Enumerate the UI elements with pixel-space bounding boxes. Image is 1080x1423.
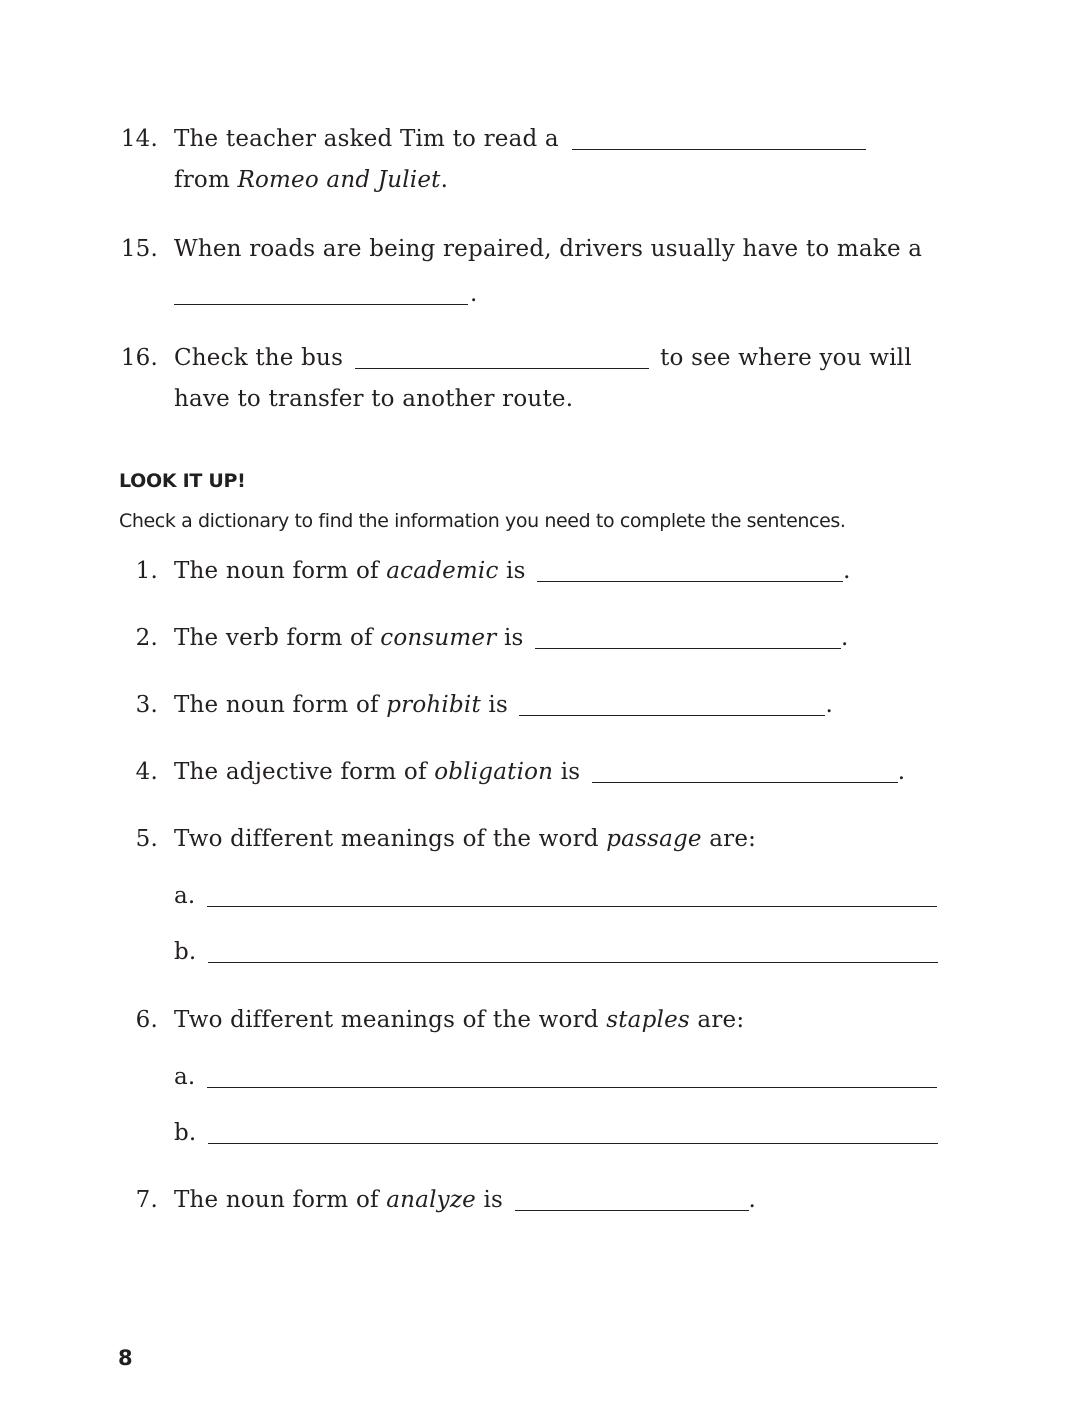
item-3-number: 3. [135,692,158,718]
item-3-text: The noun form of prohibit is . [174,692,833,718]
item-2-text: The verb form of consumer is . [174,625,849,651]
item-3-word: prohibit [386,692,481,718]
q14-line2: from Romeo and Juliet. [174,167,449,193]
q16-answer-blank[interactable] [355,367,649,369]
item-4-word: obligation [434,759,554,785]
item-6-number: 6. [135,1007,158,1033]
item-6a-answer-blank[interactable] [207,1086,937,1088]
page-number: 8 [118,1346,133,1370]
q14-number: 14. [120,126,158,152]
item-1-word: academic [386,558,499,584]
item-2-answer-blank[interactable] [535,647,841,649]
item-4-text: The adjective form of obligation is . [174,759,906,785]
item-7-answer-blank[interactable] [515,1209,749,1211]
item-6b: b. [174,1120,938,1146]
q16-line2: have to transfer to another route. [174,386,574,412]
q16-number: 16. [120,345,158,371]
item-5b: b. [174,939,938,965]
item-5-text: Two different meanings of the word passage are: [174,826,757,852]
item-3-answer-blank[interactable] [519,714,825,716]
item-7-text: The noun form of analyze is . [174,1187,757,1213]
section-instructions: Check a dictionary to find the information you need to complete the sentences. [119,510,846,532]
item-5-number: 5. [135,826,158,852]
item-5-word: passage [606,826,702,852]
q14-line1 [174,126,866,152]
item-5a-answer-blank[interactable] [207,905,937,907]
item-6b-answer-blank[interactable] [208,1142,938,1144]
item-2-word: consumer [380,625,497,651]
q15-number: 15. [120,236,158,262]
q15-answer-blank[interactable] [174,303,468,305]
q15-line1: When roads are being repaired, drivers usually have to make a [174,236,923,262]
q14-title: Romeo and Juliet [237,167,441,193]
section-heading: LOOK IT UP! [119,470,246,492]
item-2-number: 2. [135,625,158,651]
item-6-word: staples [606,1007,690,1033]
item-4-number: 4. [135,759,158,785]
q16-line1: Check the bus to see where you will [174,345,912,371]
item-1-text: The noun form of academic is . [174,558,851,584]
item-6-text: Two different meanings of the word staples are: [174,1007,745,1033]
item-4-answer-blank[interactable] [592,781,898,783]
item-5a: a. [174,883,937,909]
item-1-number: 1. [135,558,158,584]
item-7-number: 7. [135,1187,158,1213]
q14-answer-blank[interactable] [572,148,866,150]
item-7-word: analyze [386,1187,476,1213]
item-6a: a. [174,1064,937,1090]
item-5b-answer-blank[interactable] [208,961,938,963]
item-1-answer-blank[interactable] [537,580,843,582]
q15-line2: . [174,281,478,307]
q14-text: The teacher asked Tim to read a [174,126,559,152]
